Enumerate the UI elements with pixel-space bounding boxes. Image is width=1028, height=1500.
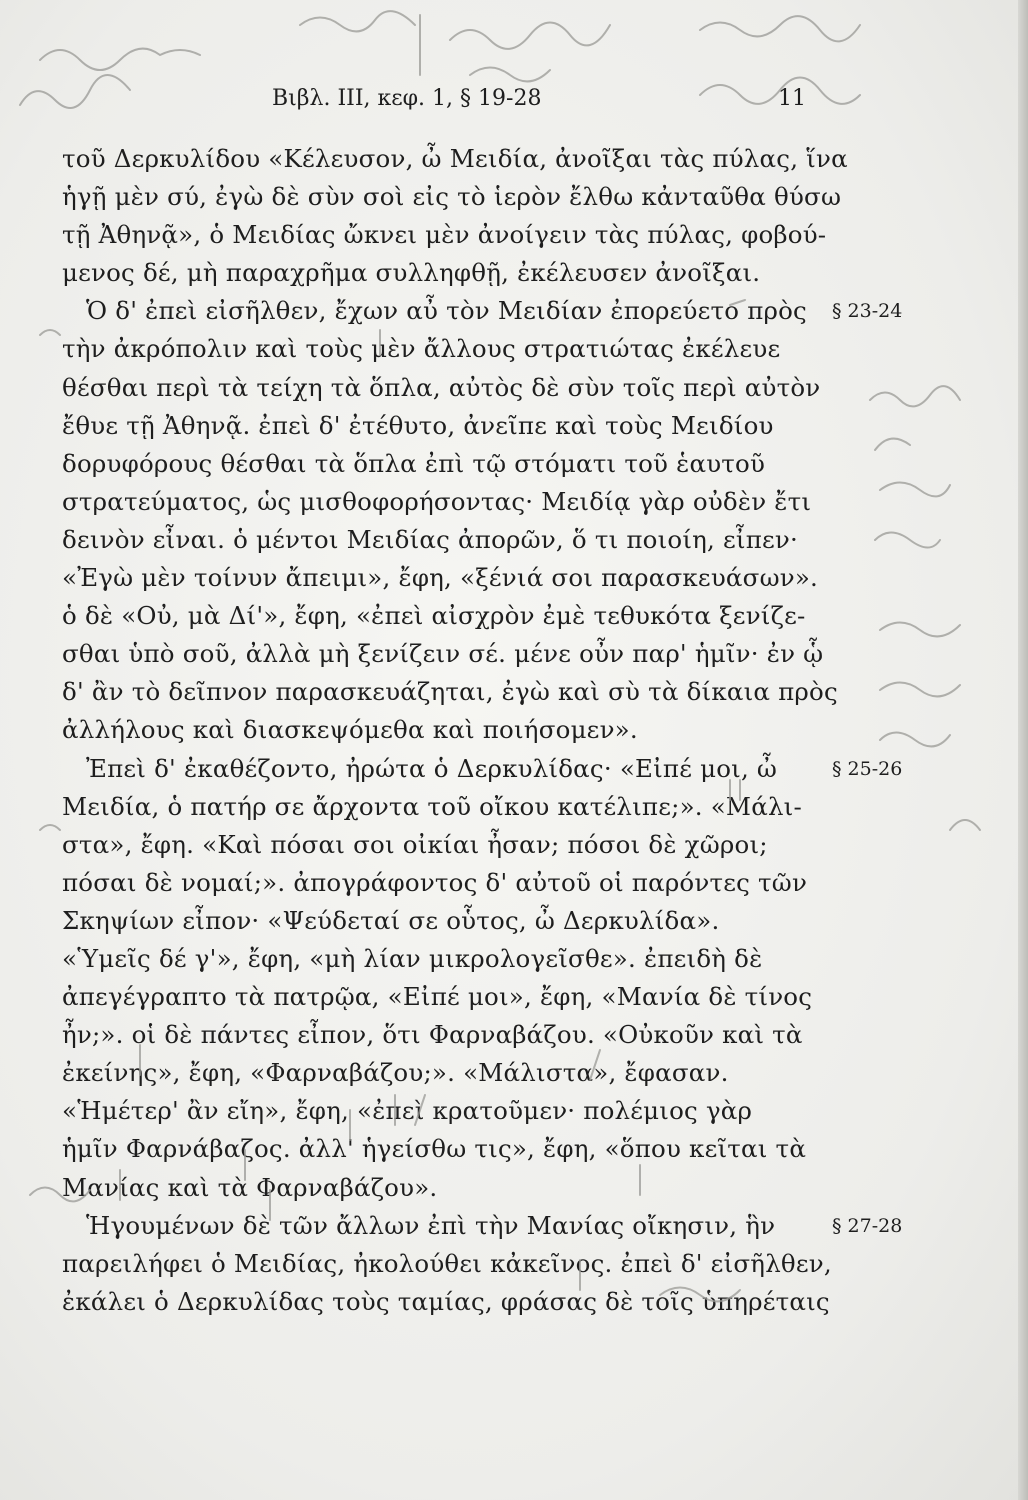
text-line: σθαι ὑπὸ σοῦ, ἀλλὰ μὴ ξενίζειν σέ. μένε οὖν παρ' ἡμῖν· ἐν ᾧ [62, 639, 824, 669]
text-line: Ἡγουμένων δὲ τῶν ἄλλων ἐπὶ τὴν Μανίας οἴκησιν, ἣν [86, 1210, 776, 1240]
section-reference: § 23-24 [832, 300, 903, 323]
text-line: Σκηψίων εἶπον· «Ψεύδεταί σε οὗτος, ὦ Δερκυλίδα». [62, 905, 720, 935]
text-line: «Ὑμεῖς δέ γ'», ἔφη, «μὴ λίαν μικρολογεῖσθε». ἐπειδὴ δὲ [62, 943, 763, 973]
text-line: ἐκείνης», ἔφη, «Φαρναβάζου;». «Μάλιστα», ἔφασαν. [62, 1058, 729, 1088]
page-number: 11 [778, 86, 806, 111]
text-line: στα», ἔφη. «Καὶ πόσαι σοι οἰκίαι ἦσαν; πόσοι δὲ χῶροι; [62, 829, 768, 859]
text-line: ἡγῇ μὲν σύ, ἐγὼ δὲ σὺν σοὶ εἰς τὸ ἱερὸν ἔλθω κἀνταῦθα θύσω [62, 182, 842, 212]
text-line: τοῦ Δερκυλίδου «Κέλευσον, ὦ Μειδία, ἀνοῖξαι τὰς πύλας, ἵνα [62, 144, 848, 173]
text-line: Ἐπεὶ δ' ἐκαθέζοντο, ἠρώτα ὁ Δερκυλίδας· «Εἰπέ μοι, ὦ [86, 753, 778, 783]
text-line: Ὁ δ' ἐπεὶ εἰσῆλθεν, ἔχων αὖ τὸν Μειδίαν ἐπορεύετο πρὸς [86, 296, 807, 326]
section-reference: § 25-26 [832, 757, 903, 780]
text-line: ἦν;». οἱ δὲ πάντες εἶπον, ὅτι Φαρναβάζου. «Οὐκοῦν καὶ τὰ [62, 1020, 803, 1050]
greek-text-body [62, 140, 862, 1321]
text-line: Μειδία, ὁ πατήρ σε ἄρχοντα τοῦ οἴκου κατέλιπε;». «Μάλι- [62, 791, 802, 821]
running-head: Βιβλ. III, κεφ. 1, § 19-28 [272, 86, 542, 111]
text-line: Μανίας καὶ τὰ Φαρναβάζου». [62, 1172, 438, 1202]
text-line: τὴν ἀκρόπολιν καὶ τοὺς μὲν ἄλλους στρατιώτας ἐκέλευε [62, 334, 781, 364]
text-line: θέσθαι περὶ τὰ τείχη τὰ ὅπλα, αὐτὸς δὲ σὺν τοῖς περὶ αὐτὸν [62, 372, 821, 402]
text-line: δορυφόρους θέσθαι τὰ ὅπλα ἐπὶ τῷ στόματι τοῦ ἑαυτοῦ [62, 448, 766, 478]
text-line: πόσαι δὲ νομαί;». ἀπογράφοντος δ' αὐτοῦ οἱ παρόντες τῶν [62, 867, 808, 897]
page-edge [1018, 0, 1028, 1500]
text-line: ἔθυε τῇ Ἀθηνᾷ. ἐπεὶ δ' ἐτέθυτο, ἀνεῖπε καὶ τοὺς Μειδίου [62, 410, 774, 440]
text-line: ὁ δὲ «Οὐ, μὰ Δί'», ἔφη, «ἐπεὶ αἰσχρὸν ἐμὲ τεθυκότα ξενίζε- [62, 601, 806, 631]
text-line: στρατεύματος, ὡς μισθοφορήσοντας· Μειδίᾳ γὰρ οὐδὲν ἔτι [62, 486, 812, 516]
text-line: δ' ἂν τὸ δεῖπνον παρασκευάζηται, ἐγὼ καὶ σὺ τὰ δίκαια πρὸς [62, 677, 838, 707]
text-line: ἀπεγέγραπτο τὰ πατρῷα, «Εἰπέ μοι», ἔφη, «Μανία δὲ τίνος [62, 982, 813, 1012]
text-line: ἀλλήλους καὶ διασκεψόμεθα καὶ ποιήσομεν». [62, 715, 638, 745]
text-line: «Ἐγὼ μὲν τοίνυν ἄπειμι», ἔφη, «ξένιά σοι παρασκευάσων». [62, 563, 819, 593]
text-line: παρειλήφει ὁ Μειδίας, ἠκολούθει κἀκεῖνος. ἐπεὶ δ' εἰσῆλθεν, [62, 1248, 832, 1278]
text-line: τῇ Ἀθηνᾷ», ὁ Μειδίας ὤκνει μὲν ἀνοίγειν τὰς πύλας, φοβού- [62, 220, 827, 250]
text-line: ἡμῖν Φαρνάβαζος. ἀλλ' ἡγείσθω τις», ἔφη, «ὅπου κεῖται τὰ [62, 1134, 807, 1164]
page-header [272, 86, 812, 116]
section-reference: § 27-28 [832, 1214, 903, 1237]
text-line: «Ἡμέτερ' ἂν εἴη», ἔφη, «ἐπεὶ κρατοῦμεν· πολέμιος γὰρ [62, 1096, 753, 1126]
text-line: μενος δέ, μὴ παραχρῆμα συλληφθῇ, ἐκέλευσεν ἀνοῖξαι. [62, 258, 761, 288]
text-line: ἐκάλει ὁ Δερκυλίδας τοὺς ταμίας, φράσας δὲ τοῖς ὑπηρέταις [62, 1286, 830, 1316]
text-line: δεινὸν εἶναι. ὁ μέντοι Μειδίας ἀπορῶν, ὅ τι ποιοίη, εἶπεν· [62, 524, 799, 554]
